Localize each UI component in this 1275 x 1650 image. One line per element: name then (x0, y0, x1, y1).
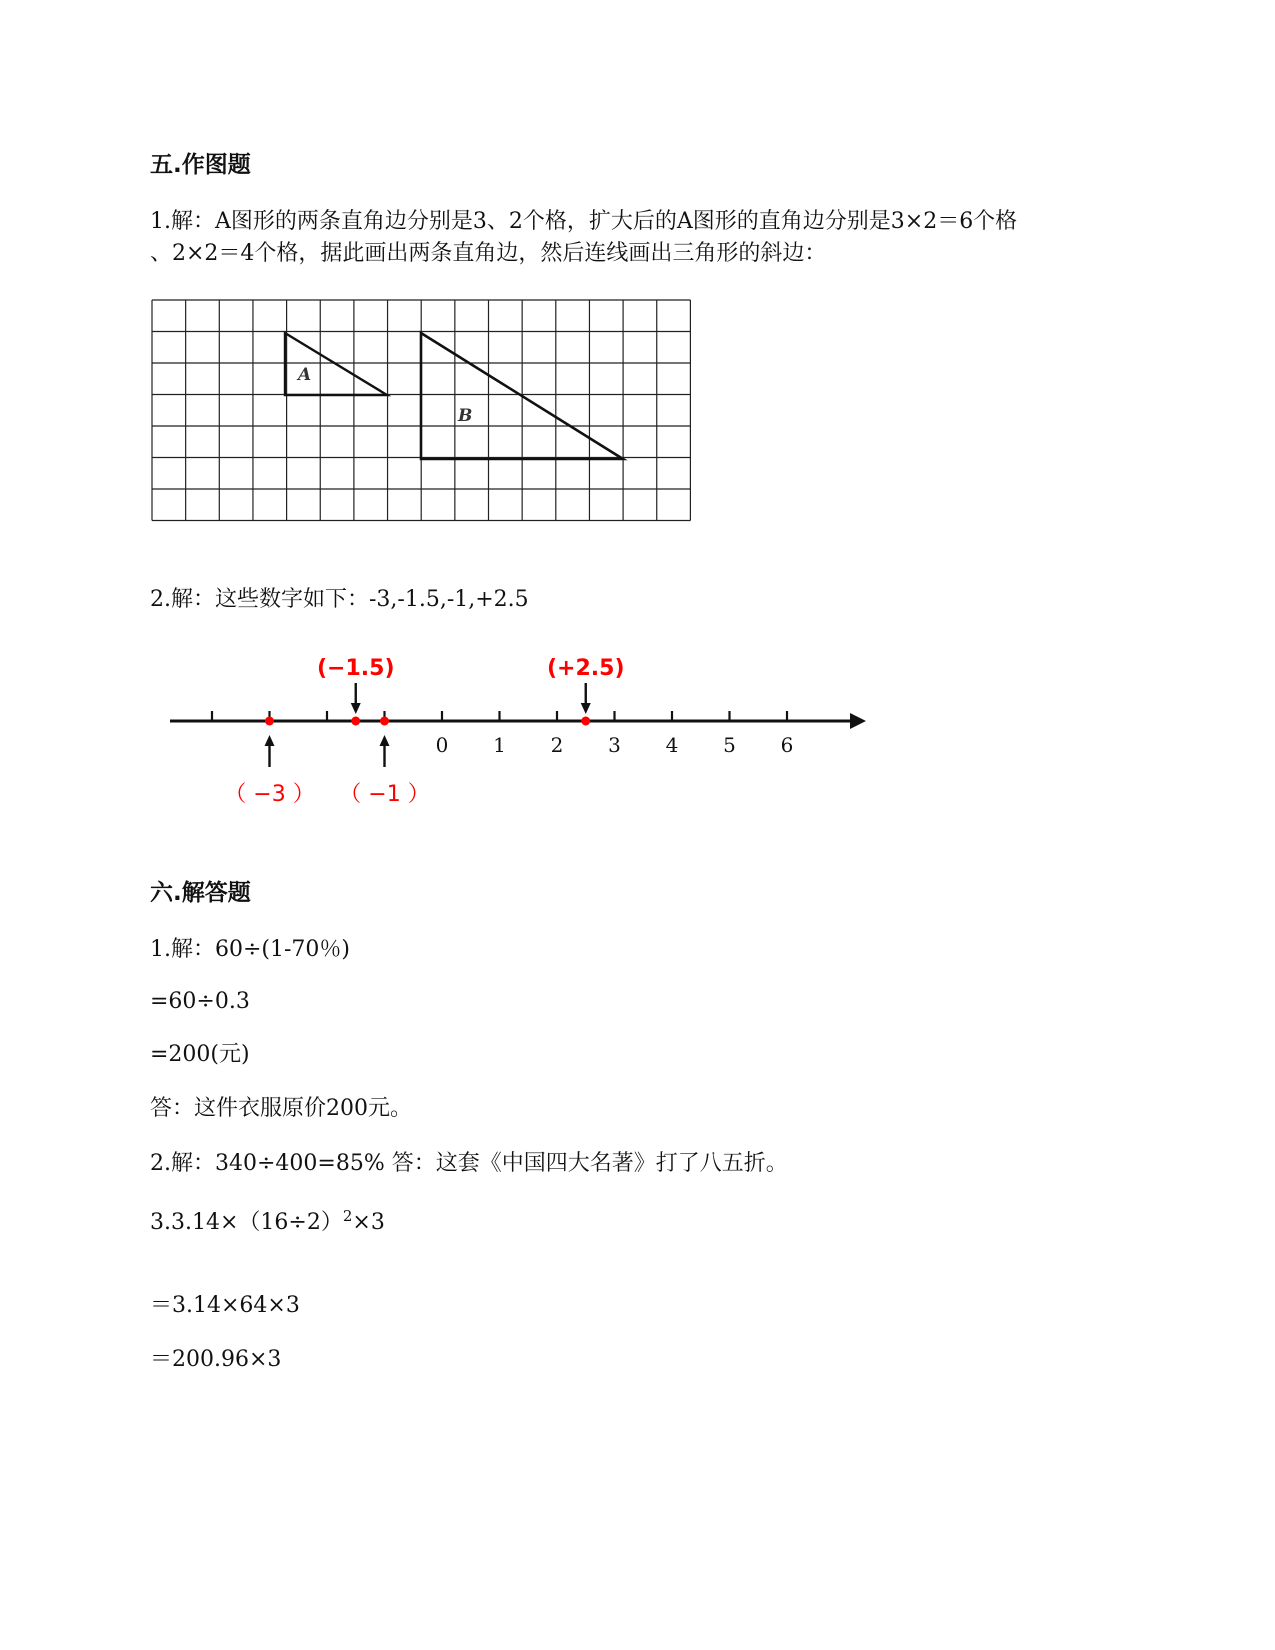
point-label: (+2.5) (546, 656, 625, 681)
point-label: （ −1 ） (339, 782, 430, 807)
grid-figure (150, 298, 695, 528)
point-dot (581, 717, 590, 726)
point-label: （ −3 ） (224, 782, 315, 807)
point-dot (351, 717, 360, 726)
point-arrowhead (380, 735, 390, 746)
section-heading-6: 六.解答题 (150, 880, 251, 906)
s6-q1-line3: =200(元) (150, 1042, 250, 1067)
point-dot (380, 717, 389, 726)
tick-label: 6 (780, 733, 794, 757)
point-arrowhead (265, 735, 275, 746)
tick-label: 3 (608, 733, 621, 757)
point-arrowhead (351, 703, 361, 714)
tick-label: 1 (493, 733, 506, 757)
s6-q1-line1: 1.解：60÷(1-70％) (150, 937, 351, 962)
section-heading-5: 五.作图题 (150, 152, 251, 178)
point-label: (−1.5) (316, 656, 395, 681)
q1-solution-line2: 、2×2＝4个格，据此画出两条直角边，然后连线画出三角形的斜边： (150, 241, 827, 266)
number-line-arrowhead (850, 713, 866, 729)
number-line-figure (150, 640, 890, 820)
tick-label: 2 (550, 733, 564, 757)
tick-label: 4 (665, 733, 679, 757)
s6-q3-exponent: 2 (342, 1207, 353, 1225)
q2-solution-text: 2.解：这些数字如下：-3,-1.5,-1,+2.5 (150, 587, 529, 612)
point-arrowhead (581, 703, 591, 714)
triangle-b-label: B (458, 406, 473, 426)
s6-q1-line2: =60÷0.3 (150, 989, 250, 1014)
number-line-points (224, 656, 624, 807)
number-line-ticks (212, 711, 793, 757)
s6-q3-line3: ＝200.96×3 (150, 1347, 282, 1372)
tick-label: 0 (435, 733, 449, 757)
triangle-a (285, 333, 387, 395)
s6-q1-answer: 答：这件衣服原价200元。 (150, 1096, 412, 1121)
s6-q2-line: 2.解：340÷400=85% 答：这套《中国四大名著》打了八五折。 (150, 1151, 788, 1176)
s6-q3-line2: ＝3.14×64×3 (150, 1293, 300, 1318)
s6-q3-expr-tail: ×3 (352, 1210, 385, 1235)
s6-q3-expr: 3.3.14×（16÷2） (150, 1210, 343, 1235)
triangle-a-label: A (298, 365, 312, 385)
s6-q3-line1 (150, 1207, 385, 1239)
point-dot (265, 717, 274, 726)
q1-solution-line1: 1.解：A图形的两条直角边分别是3、2个格，扩大后的A图形的直角边分别是3×2＝6个格 (150, 209, 1018, 234)
tick-label: 5 (723, 733, 736, 757)
